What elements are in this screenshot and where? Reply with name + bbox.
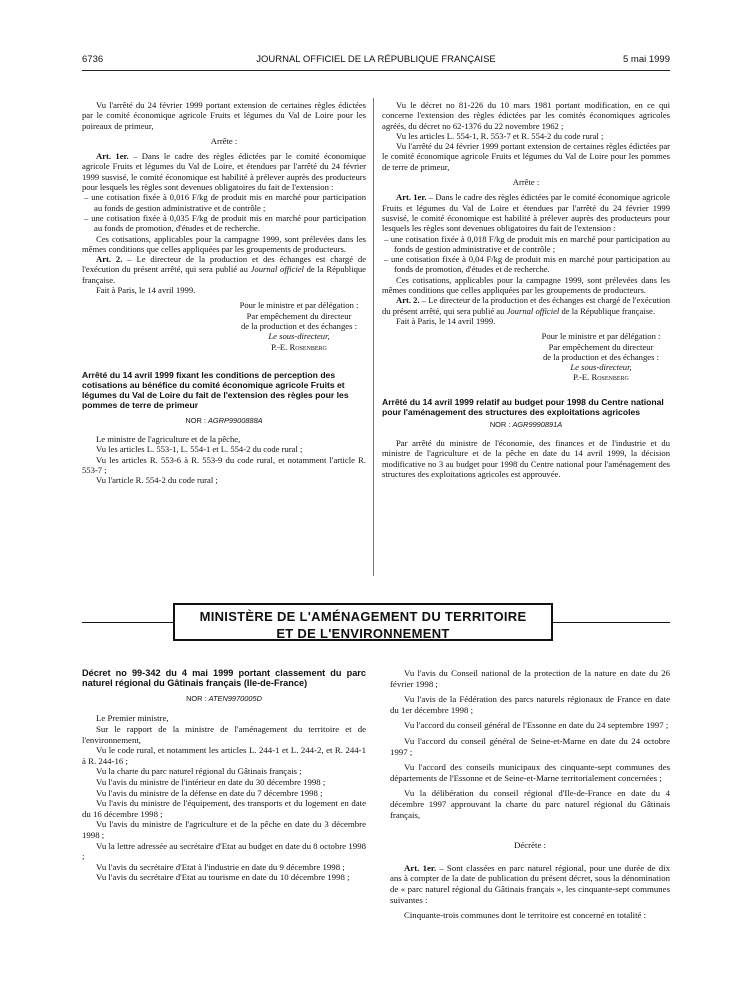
nor-code: AGR9990891A	[512, 419, 563, 429]
article-2	[382, 295, 670, 316]
article-label: Art. 1er.	[404, 862, 437, 873]
signature-line: de la production et des échanges :	[241, 320, 357, 331]
article-text: – Sont classées en parc naturel régional, pour une durée de dix ans à compter de la date de publication du présent décret, sous la dénomination de « parc naturel régional du Gâtinais français », les cinquante-sept communes suivantes :	[390, 862, 670, 905]
signature-line: Le sous-directeur,	[570, 362, 632, 373]
paragraph: Vu l'accord des conseils municipaux des cinquante-sept communes des départements de l'Essonne et de Seine-et-Marne territorialement concernées ;	[390, 762, 670, 783]
banner-rule-right	[553, 622, 670, 623]
paragraph: Ces cotisations, applicables pour la campagne 1999, sont prélevées dans les mêmes conditions que celles appliquées par les groupements de producteurs.	[382, 274, 670, 296]
arrete-heading: Arrête :	[512, 177, 540, 188]
article-1	[382, 192, 670, 233]
signatory-name: P.-E. Rosenberg	[573, 372, 629, 383]
article-1	[390, 863, 670, 905]
left-column	[82, 100, 366, 486]
paragraph: Par arrêté du ministre de l'économie, des finances et de l'industrie et du ministre de l'agriculture et de la pêche en date du 14 avril 1999, la décision modificative no 3 au budget pour 1998 du Centre national pour l'aménagement des structures des exploitations agricoles est approuvée.	[382, 438, 670, 479]
fait-a-paris: Fait à Paris, le 14 avril 1999.	[96, 285, 196, 296]
paragraph: Vu les articles L. 554-1, R. 553-7 et R. 554-2 du code rural ;	[396, 130, 604, 141]
paragraph: Vu l'avis du secrétaire d'Etat au tourisme en date du 10 décembre 1998 ;	[96, 872, 350, 883]
arrete-title: Arrêté du 14 avril 1999 fixant les conditions de perception des cotisations au bénéfice du comité économique agricole Fruits et légumes du Val de Loire du fait de l'extension des règles pour les pommes de terre de primeur	[82, 369, 349, 410]
bullet-item: – une cotisation fixée à 0,018 F/kg de produit mis en marché pour participation au fonds de gestion administrative et de contrôle ;	[384, 233, 670, 254]
article-text: – Dans le cadre des règles édictées par le comité économique agricole Fruits et légumes du Val de Loire et étendues par l'arrêté du 24 février 1999 susvisé, le comité économique est habilité à prélever auprès des producteurs pour lesquels les règles sont devenues obligatoires du fait de l'extension :	[382, 192, 670, 234]
nor-reference	[82, 694, 366, 705]
paragraph: Vu l'arrêté du 24 février 1999 portant extension de certaines règles édictées par le comité économique agricole Fruits et légumes du Val de Loire pour les pommes de terre de primeur,	[382, 141, 670, 172]
paragraph: Sur le rapport de la ministre de l'aménagement du territoire et de l'environnement,	[82, 724, 366, 745]
nor-reference	[382, 420, 670, 430]
signature-line: Par empêchement du directeur	[548, 341, 654, 352]
paragraph: Vu l'avis du ministre de l'intérieur en date du 30 décembre 1998 ;	[96, 776, 326, 787]
decree-right-column	[390, 668, 670, 921]
paragraph: Vu la délibération du conseil régional d'Ile-de-France en date du 4 décembre 1997 approuvant la charte du parc naturel régional du Gâtinais français,	[390, 788, 670, 820]
signature-line: Pour le ministre et par délégation :	[239, 300, 359, 311]
article-label: Art. 2.	[96, 254, 123, 265]
nor-code: AGRP9900888A	[207, 415, 263, 425]
decree-title: Décret no 99-342 du 4 mai 1999 portant classement du parc naturel régional du Gâtinais français (Ile-de-France)	[82, 668, 366, 689]
bullet-item: – une cotisation fixée à 0,016 F/kg de produit mis en marché pour participation au fonds de gestion administrative et de contrôle ;	[84, 192, 366, 213]
paragraph: Vu l'article R. 554-2 du code rural ;	[96, 475, 218, 486]
signature-line: de la production et des échanges :	[543, 351, 659, 362]
article-label: Art. 1er.	[96, 151, 129, 162]
journal-reference: Journal officiel	[506, 305, 560, 316]
article-2	[82, 254, 366, 285]
paragraph: Vu la charte du parc naturel régional du Gâtinais français ;	[96, 766, 302, 777]
header-rule	[82, 70, 670, 71]
fait-a-paris: Fait à Paris, le 14 avril 1999.	[396, 315, 496, 326]
decrete-heading: Décrète :	[514, 840, 546, 851]
article-text: – Dans le cadre des règles édictées par le comité économique agricole Fruits et légumes du Val de Loire, et étendues par l'arrêté du 24 février 1999 susvisé, le comité économique est habilité à prélever auprès des producteurs pour lesquels les règles sont devenues obligatoires du fait de l'extension :	[82, 151, 367, 193]
signatory-name: P.-E. Rosenberg	[271, 341, 327, 352]
paragraph: Vu l'avis du secrétaire d'Etat à l'industrie en date du 9 décembre 1998 ;	[96, 861, 345, 872]
nor-code: ATEN9970005D	[208, 693, 262, 703]
signature-line: Le sous-directeur,	[268, 331, 330, 342]
article-label: Art. 2.	[396, 295, 420, 306]
signature-block	[382, 331, 670, 382]
paragraph: Vu l'avis de la Fédération des parcs naturels régionaux de France en date du 1er décembre 1998 ;	[390, 694, 670, 715]
article-text: de la République française.	[82, 264, 366, 285]
arrete-title: Arrêté du 14 avril 1999 relatif au budget pour 1998 du Centre national pour l'aménagement des structures des exploitations agricoles	[382, 396, 664, 417]
signature-line: Par empêchement du directeur	[246, 310, 352, 321]
nor-label: NOR :	[185, 415, 208, 425]
article-text: – Le directeur de la production et des échanges est chargé de l'exécution du présent arrêté, qui sera publié au	[382, 295, 671, 316]
signature-line: Pour le ministre et par délégation :	[541, 331, 661, 342]
nor-reference	[82, 416, 366, 426]
ministry-name-line: ET DE L'ENVIRONNEMENT	[276, 626, 450, 641]
paragraph: Vu l'accord du conseil général de Seine-et-Marne en date du 24 octobre 1997 ;	[390, 735, 670, 757]
paragraph: Vu les articles L. 553-1, L. 554-1 et L. 554-2 du code rural ;	[96, 444, 303, 455]
column-divider	[373, 98, 374, 576]
paragraph: Vu l'avis du ministre de l'équipement, des transports et du logement en date du 16 décembre 1998 ;	[82, 798, 366, 819]
banner-rule-left	[82, 622, 173, 623]
article-text: de la République française.	[559, 305, 655, 316]
issue-date: 5 mai 1999	[622, 54, 670, 65]
nor-label: NOR :	[489, 419, 513, 429]
paragraph: Vu les articles R. 553-6 à R. 553-9 du code rural, et notamment l'article R. 553-7 ;	[82, 454, 366, 476]
paragraph: Vu l'accord du conseil général de l'Essonne en date du 24 septembre 1997 ;	[404, 720, 669, 731]
paragraph: Cinquante-trois communes dont le territoire est concerné en totalité :	[404, 910, 647, 921]
paragraph: Vu l'avis du Conseil national de la protection de la nature en date du 26 février 1998 ;	[390, 668, 670, 689]
article-label: Art. 1er.	[396, 192, 427, 203]
bullet-item: – une cotisation fixée à 0,035 F/kg de produit mis en marché pour participation au fonds de promotion, d'études et de recherche.	[84, 212, 366, 234]
bullet-item: – une cotisation fixée à 0,04 F/kg de produit mis en marché pour participation au fonds de promotion, d'études et de recherche.	[384, 254, 670, 275]
page-number: 6736	[82, 54, 104, 65]
arrete-heading: Arrête :	[210, 135, 238, 146]
paragraph: Ces cotisations, applicables pour la campagne 1999, sont prélevées dans les mêmes conditions que celles appliquées par les groupements de producteurs.	[82, 233, 366, 254]
paragraph: Le ministre de l'agriculture et de la pêche,	[96, 434, 241, 445]
ministry-banner	[173, 603, 553, 641]
paragraph: Le Premier ministre,	[96, 713, 169, 724]
article-1	[82, 151, 366, 192]
nor-label: NOR :	[186, 693, 209, 703]
journal-title: JOURNAL OFFICIEL DE LA RÉPUBLIQUE FRANÇAISE	[256, 54, 496, 65]
ministry-name-line: MINISTÈRE DE L'AMÉNAGEMENT DU TERRITOIRE	[199, 609, 527, 624]
paragraph: Vu le code rural, et notamment les articles L. 244-1 et L. 244-2, et R. 244-1 à R. 244-16 ;	[82, 745, 366, 766]
paragraph: Vu l'avis du ministre de l'agriculture et de la pêche en date du 3 décembre 1998 ;	[82, 819, 366, 840]
paragraph: Vu l'avis du ministre de la défense en date du 7 décembre 1998 ;	[96, 787, 323, 798]
page-header	[82, 54, 670, 68]
article-text: – Le directeur de la production et des échanges est chargé de l'exécution du présent arrêté, qui sera publié au	[82, 254, 367, 275]
paragraph: Vu le décret no 81-226 du 10 mars 1981 portant modification, en ce qui concerne l'extension des règles édictées par les comités économiques agricoles agréés, du décret no 62-1376 du 22 novembre 1962 ;	[382, 100, 670, 131]
intro-paragraph: Vu l'arrêté du 24 février 1999 portant extension de certaines règles édictées par le comité économique agricole Fruits et légumes du Val de Loire pour les poireaux de primeur,	[82, 100, 366, 131]
paragraph: Vu la lettre adressée au secrétaire d'Etat au budget en date du 8 octobre 1998 ;	[82, 840, 366, 862]
decree-left-column	[82, 668, 366, 883]
journal-reference: Journal officiel	[250, 264, 304, 275]
right-column	[382, 100, 670, 479]
signature-block	[82, 300, 366, 351]
